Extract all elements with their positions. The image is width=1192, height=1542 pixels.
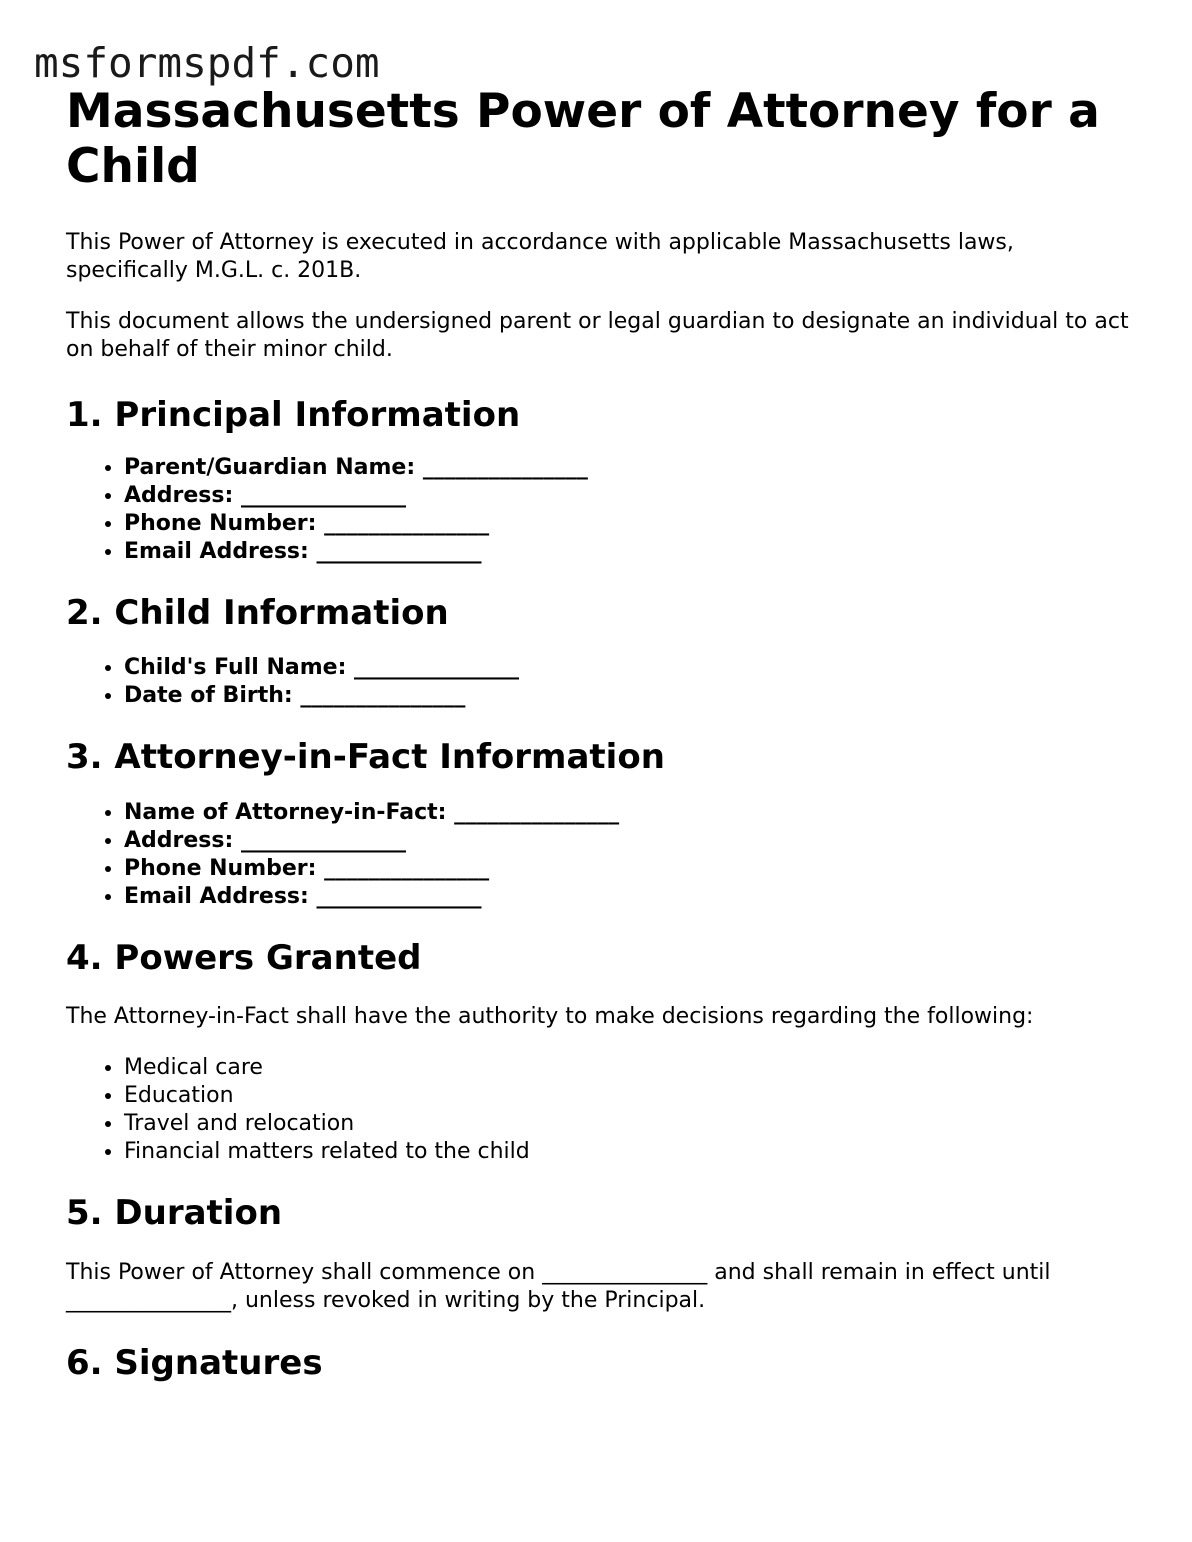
field-attorney-name[interactable] xyxy=(124,799,1136,827)
site-watermark: msformspdf.com xyxy=(34,39,380,87)
field-label: Phone Number: xyxy=(124,856,317,881)
intro-paragraph-1: This Power of Attorney is executed in accordance with applicable Massachusetts laws, specifically M.G.L. c. 201B. xyxy=(66,230,1014,283)
fill-blank[interactable]: _______________ xyxy=(240,483,406,508)
duration-text-start: This Power of Attorney shall commence on xyxy=(66,1260,536,1285)
field-attorney-address[interactable] xyxy=(124,827,1136,855)
list-item: • Financial matters related to the child xyxy=(124,1138,1136,1166)
field-child-full-name[interactable] xyxy=(124,654,1136,682)
duration-text-end: , unless revoked in writing by the Principal. xyxy=(231,1288,706,1313)
field-attorney-phone[interactable] xyxy=(124,855,1136,883)
field-label: Phone Number: xyxy=(124,511,317,536)
field-label: Name of Attorney-in-Fact: xyxy=(124,800,447,825)
fill-blank[interactable]: _______________ xyxy=(316,539,482,564)
fill-blank[interactable]: _______________ xyxy=(422,455,588,480)
field-label: Address: xyxy=(124,828,234,853)
field-principal-address[interactable] xyxy=(124,482,1136,510)
intro-paragraph-2: This document allows the undersigned parent or legal guardian to designate an individual to act on behalf of their minor child. xyxy=(66,309,1129,362)
principal-fields xyxy=(66,454,1136,566)
powers-intro-text: The Attorney-in-Fact shall have the authority to make decisions regarding the following: xyxy=(66,1004,1034,1029)
document-title: Massachusetts Power of Attorney for a Child xyxy=(66,84,1100,194)
fill-blank[interactable]: _______________ xyxy=(324,511,490,536)
field-principal-email[interactable] xyxy=(124,538,1136,566)
section-heading-child: 2. Child Information xyxy=(66,593,449,633)
field-label: Address: xyxy=(124,483,234,508)
field-principal-phone[interactable] xyxy=(124,510,1136,538)
list-item: • Education xyxy=(124,1082,1136,1110)
field-label: Parent/Guardian Name: xyxy=(124,455,416,480)
end-date-blank[interactable]: _______________ xyxy=(66,1288,231,1313)
powers-list xyxy=(66,1054,1136,1166)
field-label: Date of Birth: xyxy=(124,683,293,708)
section-heading-powers: 4. Powers Granted xyxy=(66,938,422,978)
list-item: • Medical care xyxy=(124,1054,1136,1082)
fill-blank[interactable]: _______________ xyxy=(240,828,406,853)
duration-text-middle: and shall remain in effect until xyxy=(714,1260,1051,1285)
document-body xyxy=(66,84,1136,1384)
field-parent-guardian-name[interactable] xyxy=(124,454,1136,482)
start-date-blank[interactable]: _______________ xyxy=(542,1260,708,1285)
fill-blank[interactable]: _______________ xyxy=(454,800,620,825)
field-attorney-email[interactable] xyxy=(124,883,1136,911)
section-heading-signatures: 6. Signatures xyxy=(66,1343,323,1383)
section-heading-attorney: 3. Attorney-in-Fact Information xyxy=(66,737,665,777)
section-heading-duration: 5. Duration xyxy=(66,1193,283,1233)
fill-blank[interactable]: _______________ xyxy=(354,655,520,680)
attorney-fields xyxy=(66,799,1136,911)
fill-blank[interactable]: _______________ xyxy=(324,856,490,881)
fill-blank[interactable]: _______________ xyxy=(300,683,466,708)
fill-blank[interactable]: _______________ xyxy=(316,884,482,909)
field-label: Email Address: xyxy=(124,884,309,909)
field-label: Email Address: xyxy=(124,539,309,564)
child-fields xyxy=(66,654,1136,710)
list-item: • Travel and relocation xyxy=(124,1110,1136,1138)
duration-paragraph xyxy=(66,1259,1136,1315)
field-child-date-of-birth[interactable] xyxy=(124,682,1136,710)
section-heading-principal: 1. Principal Information xyxy=(66,395,521,435)
field-label: Child's Full Name: xyxy=(124,655,347,680)
